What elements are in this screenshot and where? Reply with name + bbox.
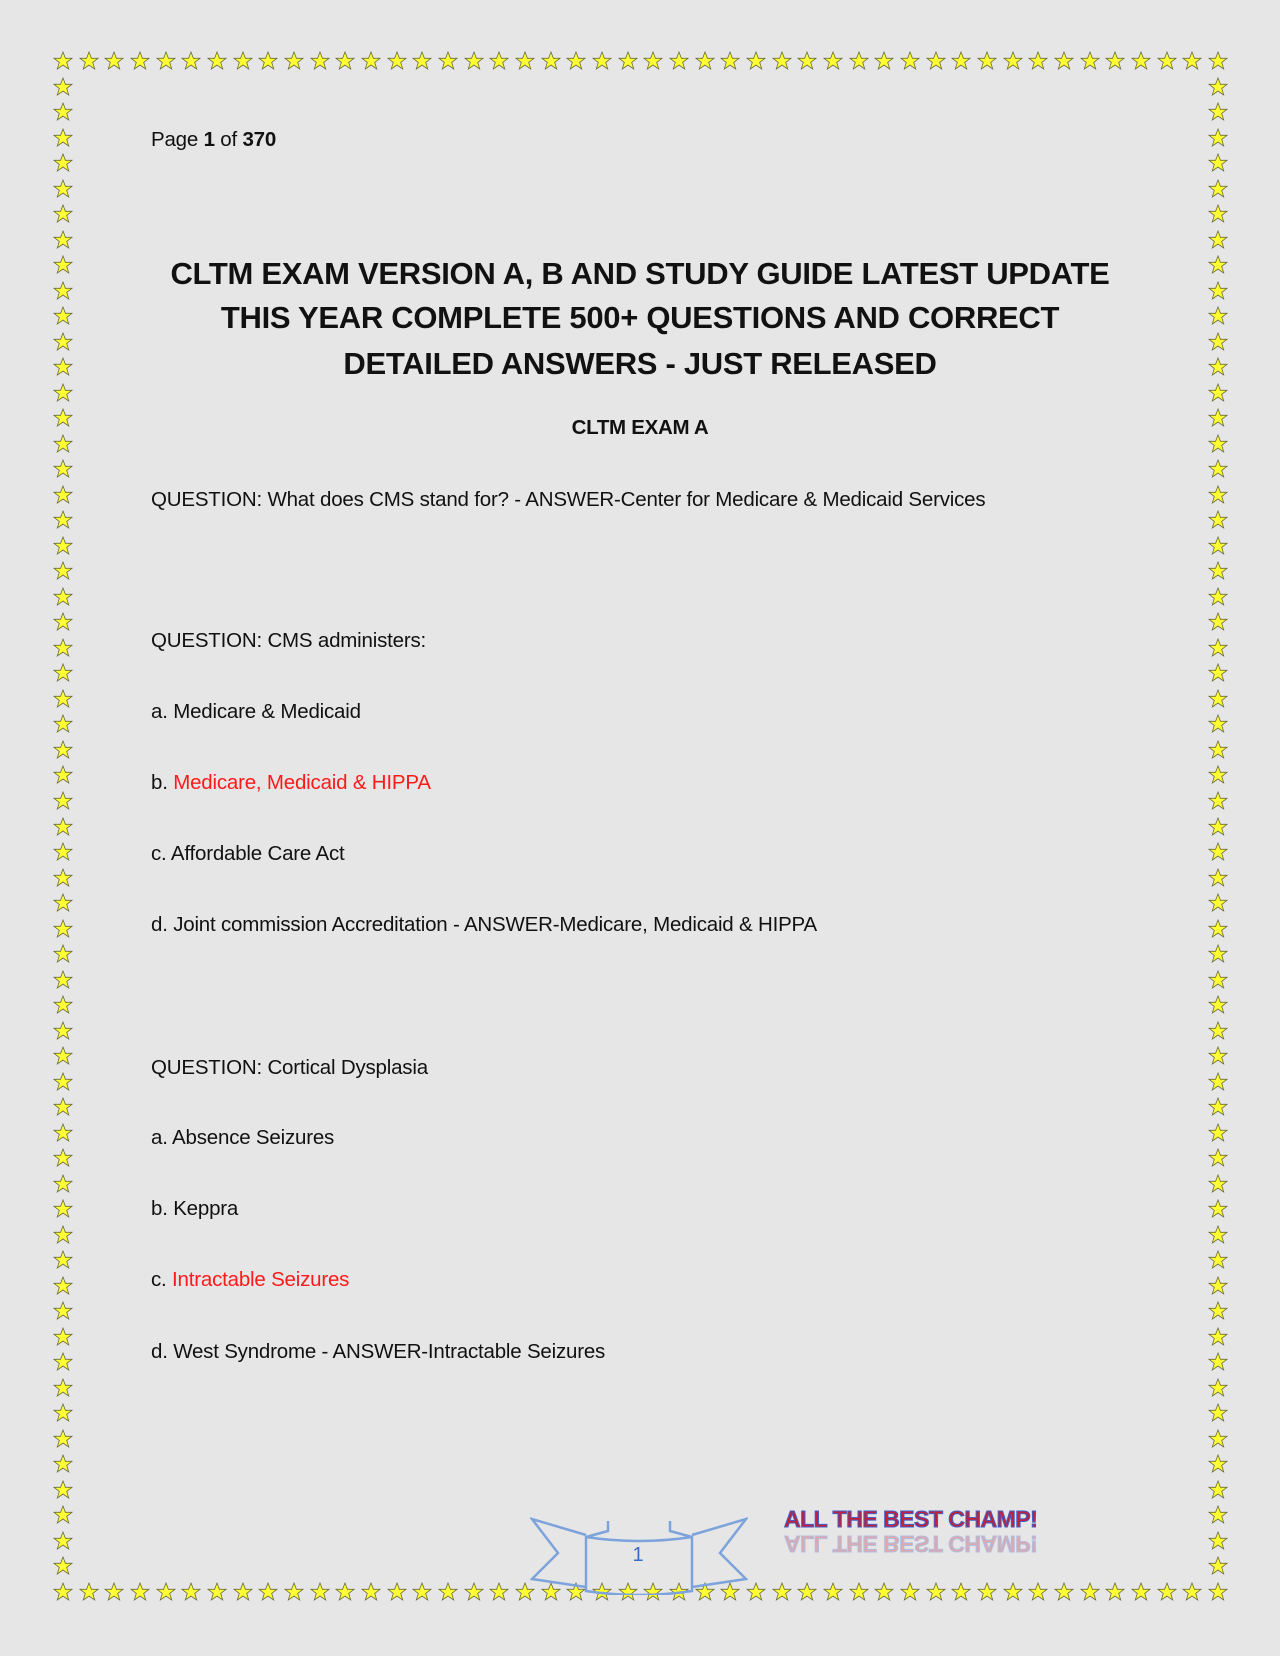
star-icon	[130, 1582, 150, 1602]
star-icon	[53, 230, 73, 250]
star-icon	[1105, 51, 1125, 71]
star-icon	[156, 51, 176, 71]
star-icon	[53, 842, 73, 862]
star-icon	[1208, 1174, 1228, 1194]
star-icon	[1208, 612, 1228, 632]
star-icon	[53, 179, 73, 199]
option-2b	[151, 771, 431, 795]
page-of: of	[220, 128, 237, 151]
star-icon	[53, 1505, 73, 1525]
star-icon	[53, 204, 73, 224]
star-icon	[464, 1582, 484, 1602]
star-icon	[1208, 1123, 1228, 1143]
star-icon	[592, 51, 612, 71]
star-icon	[130, 51, 150, 71]
star-icon	[618, 51, 638, 71]
star-icon	[1003, 51, 1023, 71]
star-icon	[797, 51, 817, 71]
star-icon	[1208, 638, 1228, 658]
star-icon	[53, 893, 73, 913]
correct-answer: Intractable Seizures	[172, 1268, 350, 1291]
star-icon	[181, 1582, 201, 1602]
star-icon	[1131, 51, 1151, 71]
option-3c	[151, 1268, 349, 1292]
star-icon	[181, 51, 201, 71]
page-current: 1	[203, 128, 215, 151]
option-prefix: b.	[151, 771, 168, 794]
star-icon	[1003, 1582, 1023, 1602]
star-icon	[1208, 1480, 1228, 1500]
star-icon	[1208, 1072, 1228, 1092]
star-icon	[335, 51, 355, 71]
star-icon	[53, 1582, 73, 1602]
star-icon	[643, 51, 663, 71]
star-icon	[1208, 1403, 1228, 1423]
star-icon	[53, 1148, 73, 1168]
star-icon	[566, 51, 586, 71]
star-icon	[1157, 51, 1177, 71]
question-2: QUESTION: CMS administers:	[151, 629, 427, 652]
star-icon	[823, 1582, 843, 1602]
star-icon	[746, 51, 766, 71]
option-3d: d. West Syndrome - ANSWER-Intractable Seizures	[151, 1340, 606, 1363]
star-icon	[53, 1276, 73, 1296]
star-icon	[1208, 689, 1228, 709]
star-icon	[53, 1174, 73, 1194]
star-icon	[53, 1123, 73, 1143]
star-icon	[926, 1582, 946, 1602]
star-icon	[53, 638, 73, 658]
star-icon	[1208, 587, 1228, 607]
title-line-1: CLTM EXAM VERSION A, B AND STUDY GUIDE LATEST UPDATE	[170, 256, 1110, 291]
star-icon	[53, 51, 73, 71]
star-icon	[284, 1582, 304, 1602]
star-icon	[1208, 740, 1228, 760]
star-icon	[1105, 1582, 1125, 1602]
section-heading: CLTM EXAM A	[571, 416, 709, 439]
star-icon	[53, 1046, 73, 1066]
star-icon	[258, 1582, 278, 1602]
option-2c: c. Affordable Care Act	[151, 842, 345, 865]
star-icon	[438, 51, 458, 71]
star-icon	[53, 1327, 73, 1347]
page-indicator	[151, 128, 276, 152]
page-prefix: Page	[151, 128, 199, 151]
star-icon	[53, 817, 73, 837]
star-icon	[53, 1072, 73, 1092]
star-icon	[53, 1480, 73, 1500]
star-icon	[1208, 944, 1228, 964]
question-3: QUESTION: Cortical Dysplasia	[151, 1056, 428, 1079]
star-icon	[233, 51, 253, 71]
star-icon	[53, 740, 73, 760]
star-icon	[669, 51, 689, 71]
star-icon	[1208, 663, 1228, 683]
star-icon	[53, 561, 73, 581]
star-icon	[438, 1582, 458, 1602]
star-icon	[79, 51, 99, 71]
star-icon	[1208, 77, 1228, 97]
star-icon	[310, 51, 330, 71]
star-icon	[53, 1352, 73, 1372]
star-icon	[1208, 230, 1228, 250]
star-icon	[900, 1582, 920, 1602]
star-icon	[1182, 1582, 1202, 1602]
star-icon	[387, 51, 407, 71]
star-icon	[53, 153, 73, 173]
star-icon	[53, 1021, 73, 1041]
star-icon	[53, 102, 73, 122]
star-icon	[53, 1250, 73, 1270]
footer-slogan-reflection: ALL THE BEST CHAMP!	[784, 1531, 1038, 1557]
star-icon	[823, 51, 843, 71]
star-icon	[1208, 817, 1228, 837]
footer-slogan: ALL THE BEST CHAMP!	[784, 1506, 1038, 1532]
star-icon	[207, 51, 227, 71]
star-icon	[53, 459, 73, 479]
star-icon	[874, 1582, 894, 1602]
star-icon	[53, 1429, 73, 1449]
star-icon	[489, 1582, 509, 1602]
star-icon	[53, 995, 73, 1015]
star-icon	[977, 51, 997, 71]
star-icon	[951, 51, 971, 71]
star-icon	[1080, 51, 1100, 71]
star-icon	[53, 383, 73, 403]
star-icon	[1157, 1582, 1177, 1602]
star-icon	[1208, 1327, 1228, 1347]
star-icon	[1208, 791, 1228, 811]
star-icon	[310, 1582, 330, 1602]
star-icon	[361, 1582, 381, 1602]
star-icon	[1208, 868, 1228, 888]
star-icon	[926, 51, 946, 71]
star-icon	[1208, 1429, 1228, 1449]
star-icon	[464, 51, 484, 71]
star-icon	[541, 51, 561, 71]
star-icon	[1208, 536, 1228, 556]
star-icon	[1208, 1454, 1228, 1474]
star-icon	[53, 587, 73, 607]
star-icon	[53, 765, 73, 785]
star-icon	[104, 1582, 124, 1602]
star-icon	[874, 51, 894, 71]
page-total: 370	[242, 128, 277, 151]
star-icon	[53, 1301, 73, 1321]
star-icon	[1208, 765, 1228, 785]
star-icon	[53, 1199, 73, 1219]
star-icon	[1208, 1148, 1228, 1168]
star-icon	[1054, 51, 1074, 71]
star-icon	[53, 1097, 73, 1117]
star-icon	[1182, 51, 1202, 71]
star-icon	[53, 485, 73, 505]
star-icon	[1208, 1097, 1228, 1117]
star-icon	[412, 51, 432, 71]
star-icon	[1208, 970, 1228, 990]
title-line-2: THIS YEAR COMPLETE 500+ QUESTIONS AND CORRECT	[220, 300, 1060, 335]
star-icon	[746, 1582, 766, 1602]
star-icon	[772, 51, 792, 71]
star-icon	[412, 1582, 432, 1602]
star-icon	[1208, 485, 1228, 505]
star-icon	[1208, 1582, 1228, 1602]
star-icon	[1208, 153, 1228, 173]
star-icon	[53, 791, 73, 811]
star-icon	[335, 1582, 355, 1602]
star-icon	[1208, 893, 1228, 913]
option-3b: b. Keppra	[151, 1197, 239, 1220]
star-icon	[797, 1582, 817, 1602]
star-icon	[53, 510, 73, 530]
star-icon	[1208, 1046, 1228, 1066]
star-icon	[53, 1225, 73, 1245]
star-icon	[720, 51, 740, 71]
star-icon	[1208, 1505, 1228, 1525]
star-icon	[53, 1531, 73, 1551]
star-icon	[1208, 1276, 1228, 1296]
star-icon	[1208, 1378, 1228, 1398]
star-icon	[284, 51, 304, 71]
star-icon	[53, 1378, 73, 1398]
star-icon	[977, 1582, 997, 1602]
star-icon	[489, 51, 509, 71]
star-icon	[1208, 128, 1228, 148]
star-icon	[1131, 1582, 1151, 1602]
star-icon	[361, 51, 381, 71]
star-icon	[53, 944, 73, 964]
star-icon	[1208, 842, 1228, 862]
star-icon	[53, 663, 73, 683]
star-icon	[1028, 51, 1048, 71]
star-icon	[207, 1582, 227, 1602]
star-icon	[1208, 1225, 1228, 1245]
star-icon	[1208, 919, 1228, 939]
star-icon	[53, 689, 73, 709]
star-icon	[1208, 204, 1228, 224]
star-icon	[79, 1582, 99, 1602]
footer-page-number: 1	[632, 1544, 644, 1566]
star-icon	[53, 1454, 73, 1474]
star-icon	[1208, 995, 1228, 1015]
star-icon	[258, 51, 278, 71]
correct-answer: Medicare, Medicaid & HIPPA	[173, 771, 431, 794]
star-icon	[1208, 1021, 1228, 1041]
title-line-3: DETAILED ANSWERS - JUST RELEASED	[343, 346, 937, 381]
star-icon	[900, 51, 920, 71]
star-icon	[849, 1582, 869, 1602]
star-icon	[1208, 102, 1228, 122]
star-icon	[53, 128, 73, 148]
star-icon	[1208, 561, 1228, 581]
star-icon	[53, 77, 73, 97]
star-icon	[53, 1556, 73, 1576]
star-icon	[1208, 1556, 1228, 1576]
star-icon	[53, 714, 73, 734]
star-icon	[772, 1582, 792, 1602]
star-icon	[53, 868, 73, 888]
star-icon	[53, 970, 73, 990]
star-icon	[1208, 1199, 1228, 1219]
star-icon	[53, 919, 73, 939]
star-icon	[515, 51, 535, 71]
star-icon	[156, 1582, 176, 1602]
option-prefix: c.	[151, 1268, 167, 1291]
star-icon	[1208, 383, 1228, 403]
star-icon	[695, 51, 715, 71]
question-1: QUESTION: What does CMS stand for? - ANSWER-Center for Medicare & Medicaid Services	[151, 488, 986, 511]
star-icon	[1028, 1582, 1048, 1602]
star-icon	[233, 1582, 253, 1602]
star-icon	[1208, 1250, 1228, 1270]
option-2d: d. Joint commission Accreditation - ANSWER-Medicare, Medicaid & HIPPA	[151, 913, 817, 936]
star-icon	[1208, 510, 1228, 530]
star-icon	[1208, 459, 1228, 479]
option-3a: a. Absence Seizures	[151, 1126, 335, 1149]
star-icon	[1080, 1582, 1100, 1602]
star-icon	[1208, 714, 1228, 734]
star-icon	[53, 612, 73, 632]
star-icon	[951, 1582, 971, 1602]
star-icon	[1208, 1531, 1228, 1551]
star-icon	[1054, 1582, 1074, 1602]
star-icon	[53, 1403, 73, 1423]
star-icon	[104, 51, 124, 71]
star-icon	[53, 536, 73, 556]
star-icon	[1208, 1301, 1228, 1321]
star-icon	[1208, 51, 1228, 71]
star-icon	[387, 1582, 407, 1602]
star-icon	[1208, 179, 1228, 199]
star-icon	[849, 51, 869, 71]
option-2a: a. Medicare & Medicaid	[151, 700, 361, 723]
star-icon	[1208, 1352, 1228, 1372]
